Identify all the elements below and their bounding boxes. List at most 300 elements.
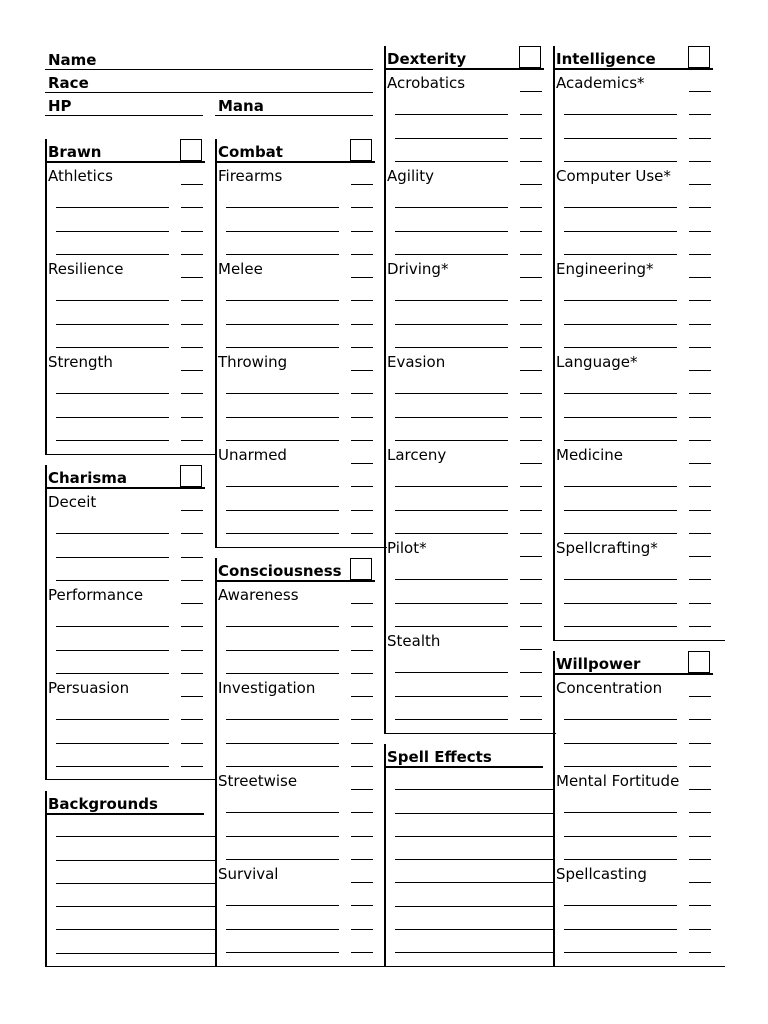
intelligence-border [553, 46, 555, 640]
specialty-rank-blank[interactable] [520, 114, 542, 115]
specialty-rank-blank[interactable] [520, 161, 542, 162]
skill-rank-blank[interactable] [689, 463, 711, 464]
backgrounds-title: Backgrounds [48, 795, 158, 813]
specialty-line[interactable] [56, 650, 169, 651]
skill-rank-blank[interactable] [689, 789, 711, 790]
brawn-bottom-line [45, 454, 217, 455]
skill-rank-blank[interactable] [520, 370, 542, 371]
specialty-line[interactable] [226, 836, 339, 837]
skill-label: Survival [218, 865, 279, 883]
specialty-rank-blank[interactable] [689, 161, 711, 162]
consciousness-border [215, 558, 217, 966]
specialty-line[interactable] [395, 626, 508, 627]
specialty-rank-blank[interactable] [351, 650, 373, 651]
specialty-line[interactable] [395, 138, 508, 139]
skill-label: Unarmed [218, 446, 287, 464]
skill-label: Throwing [218, 353, 288, 371]
write-in-line[interactable] [56, 906, 215, 907]
specialty-line[interactable] [564, 138, 677, 139]
race-label: Race [48, 74, 89, 92]
specialty-line[interactable] [564, 579, 677, 580]
specialty-line[interactable] [226, 719, 339, 720]
hp-field[interactable] [45, 115, 203, 116]
skill-rank-blank[interactable] [351, 463, 373, 464]
specialty-rank-blank[interactable] [181, 207, 203, 208]
specialty-rank-blank[interactable] [351, 836, 373, 837]
specialty-line[interactable] [56, 254, 169, 255]
specialty-rank-blank[interactable] [689, 300, 711, 301]
skill-rank-blank[interactable] [689, 91, 711, 92]
specialty-rank-blank[interactable] [351, 231, 373, 232]
specialty-line[interactable] [56, 440, 169, 441]
specialty-line[interactable] [564, 207, 677, 208]
specialty-rank-blank[interactable] [520, 347, 542, 348]
willpower-header-line [553, 673, 713, 675]
specialty-line[interactable] [56, 673, 169, 674]
skill-rank-blank[interactable] [181, 510, 203, 511]
combat-title: Combat [218, 143, 283, 161]
specialty-rank-blank[interactable] [351, 952, 373, 953]
intelligence-title: Intelligence [556, 50, 656, 68]
mana-field[interactable] [215, 115, 373, 116]
skill-label: Persuasion [48, 679, 130, 697]
specialty-rank-blank[interactable] [181, 254, 203, 255]
skill-rank-blank[interactable] [689, 277, 711, 278]
skill-rank-blank[interactable] [351, 603, 373, 604]
specialty-line[interactable] [56, 626, 169, 627]
skill-label: Larceny [387, 446, 447, 464]
specialty-line[interactable] [395, 672, 508, 673]
skill-label: Resilience [48, 260, 124, 278]
skill-label: Engineering* [556, 260, 654, 278]
specialty-rank-blank[interactable] [520, 696, 542, 697]
skill-label: Athletics [48, 167, 113, 185]
specialty-line[interactable] [226, 207, 339, 208]
brawn-score-box[interactable] [180, 139, 202, 161]
skill-label: Deceit [48, 493, 97, 511]
write-in-line[interactable] [395, 836, 554, 837]
specialty-rank-blank[interactable] [520, 603, 542, 604]
dexterity-bottom-line [384, 733, 556, 734]
specialty-rank-blank[interactable] [181, 417, 203, 418]
skill-rank-blank[interactable] [351, 696, 373, 697]
specialty-line[interactable] [226, 533, 339, 534]
skill-rank-blank[interactable] [520, 556, 542, 557]
specialty-line[interactable] [56, 324, 169, 325]
specialty-rank-blank[interactable] [351, 719, 373, 720]
specialty-line[interactable] [226, 440, 339, 441]
specialty-line[interactable] [226, 231, 339, 232]
specialty-rank-blank[interactable] [689, 138, 711, 139]
dexterity-header-line [384, 68, 544, 70]
specialty-line[interactable] [226, 254, 339, 255]
specialty-line[interactable] [226, 905, 339, 906]
spell-effects-header-line [384, 766, 543, 768]
specialty-rank-blank[interactable] [689, 347, 711, 348]
specialty-rank-blank[interactable] [689, 393, 711, 394]
specialty-line[interactable] [564, 533, 677, 534]
skill-label: Investigation [218, 679, 316, 697]
specialty-line[interactable] [395, 207, 508, 208]
skill-label: Agility [387, 167, 435, 185]
specialty-rank-blank[interactable] [520, 207, 542, 208]
hp-label: HP [48, 97, 72, 115]
write-in-line[interactable] [56, 953, 215, 954]
specialty-rank-blank[interactable] [689, 254, 711, 255]
specialty-rank-blank[interactable] [351, 393, 373, 394]
charisma-border [45, 465, 47, 779]
specialty-rank-blank[interactable] [689, 719, 711, 720]
specialty-line[interactable] [56, 207, 169, 208]
specialty-rank-blank[interactable] [181, 440, 203, 441]
charisma-score-box[interactable] [180, 465, 202, 487]
specialty-line[interactable] [395, 696, 508, 697]
consciousness-bottom-line [215, 966, 387, 967]
intelligence-score-box[interactable] [688, 46, 710, 68]
specialty-rank-blank[interactable] [689, 743, 711, 744]
mana-label: Mana [218, 97, 264, 115]
specialty-rank-blank[interactable] [351, 440, 373, 441]
skill-rank-blank[interactable] [181, 696, 203, 697]
specialty-line[interactable] [564, 603, 677, 604]
specialty-line[interactable] [564, 766, 677, 767]
willpower-border [553, 651, 555, 966]
specialty-line[interactable] [56, 719, 169, 720]
spell-effects-title: Spell Effects [387, 748, 492, 766]
specialty-rank-blank[interactable] [181, 650, 203, 651]
willpower-bottom-line [553, 966, 725, 967]
specialty-line[interactable] [56, 766, 169, 767]
specialty-rank-blank[interactable] [689, 905, 711, 906]
specialty-rank-blank[interactable] [181, 557, 203, 558]
specialty-rank-blank[interactable] [689, 812, 711, 813]
skill-label: Computer Use* [556, 167, 671, 185]
brawn-title: Brawn [48, 143, 102, 161]
specialty-line[interactable] [56, 557, 169, 558]
specialty-line[interactable] [564, 347, 677, 348]
skill-rank-blank[interactable] [351, 882, 373, 883]
skill-rank-blank[interactable] [520, 463, 542, 464]
consciousness-score-box[interactable] [350, 558, 372, 580]
specialty-line[interactable] [564, 743, 677, 744]
specialty-rank-blank[interactable] [351, 929, 373, 930]
specialty-line[interactable] [395, 347, 508, 348]
skill-label: Melee [218, 260, 263, 278]
specialty-line[interactable] [56, 533, 169, 534]
specialty-line[interactable] [226, 650, 339, 651]
specialty-line[interactable] [226, 324, 339, 325]
specialty-rank-blank[interactable] [351, 859, 373, 860]
write-in-line[interactable] [395, 906, 554, 907]
skill-label: Medicine [556, 446, 624, 464]
specialty-rank-blank[interactable] [689, 324, 711, 325]
specialty-rank-blank[interactable] [351, 347, 373, 348]
backgrounds-border [45, 791, 47, 966]
specialty-rank-blank[interactable] [689, 603, 711, 604]
specialty-line[interactable] [226, 673, 339, 674]
brawn-header-line [45, 161, 205, 163]
specialty-line[interactable] [564, 719, 677, 720]
write-in-line[interactable] [395, 929, 554, 930]
specialty-rank-blank[interactable] [351, 766, 373, 767]
skill-rank-blank[interactable] [351, 789, 373, 790]
specialty-rank-blank[interactable] [520, 138, 542, 139]
specialty-rank-blank[interactable] [351, 673, 373, 674]
intelligence-header-line [553, 68, 713, 70]
specialty-rank-blank[interactable] [351, 300, 373, 301]
specialty-rank-blank[interactable] [181, 393, 203, 394]
specialty-line[interactable] [226, 510, 339, 511]
specialty-line[interactable] [564, 300, 677, 301]
combat-border [215, 139, 217, 547]
specialty-line[interactable] [395, 231, 508, 232]
specialty-line[interactable] [226, 952, 339, 953]
specialty-line[interactable] [564, 254, 677, 255]
skill-label: Language* [556, 353, 638, 371]
specialty-line[interactable] [395, 254, 508, 255]
specialty-line[interactable] [56, 231, 169, 232]
write-in-line[interactable] [56, 860, 215, 861]
specialty-rank-blank[interactable] [351, 417, 373, 418]
specialty-rank-blank[interactable] [520, 254, 542, 255]
skill-rank-blank[interactable] [181, 603, 203, 604]
specialty-line[interactable] [395, 486, 508, 487]
specialty-rank-blank[interactable] [181, 300, 203, 301]
specialty-line[interactable] [226, 347, 339, 348]
specialty-rank-blank[interactable] [520, 486, 542, 487]
specialty-rank-blank[interactable] [689, 579, 711, 580]
specialty-rank-blank[interactable] [351, 626, 373, 627]
write-in-line[interactable] [395, 813, 554, 814]
specialty-line[interactable] [564, 812, 677, 813]
specialty-rank-blank[interactable] [351, 905, 373, 906]
race-field[interactable] [45, 92, 373, 93]
charisma-bottom-line [45, 779, 217, 780]
specialty-line[interactable] [395, 114, 508, 115]
specialty-line[interactable] [564, 929, 677, 930]
specialty-rank-blank[interactable] [520, 324, 542, 325]
specialty-line[interactable] [395, 393, 508, 394]
specialty-rank-blank[interactable] [181, 324, 203, 325]
name-label: Name [48, 51, 97, 69]
brawn-border [45, 139, 47, 454]
specialty-line[interactable] [56, 347, 169, 348]
skill-label: Mental Fortitude [556, 772, 680, 790]
skill-rank-blank[interactable] [520, 91, 542, 92]
specialty-rank-blank[interactable] [181, 673, 203, 674]
specialty-line[interactable] [56, 743, 169, 744]
specialty-line[interactable] [395, 510, 508, 511]
skill-rank-blank[interactable] [351, 277, 373, 278]
specialty-line[interactable] [395, 161, 508, 162]
specialty-line[interactable] [564, 417, 677, 418]
specialty-rank-blank[interactable] [520, 672, 542, 673]
specialty-rank-blank[interactable] [520, 510, 542, 511]
specialty-rank-blank[interactable] [520, 579, 542, 580]
specialty-rank-blank[interactable] [520, 533, 542, 534]
specialty-rank-blank[interactable] [520, 440, 542, 441]
specialty-line[interactable] [564, 114, 677, 115]
specialty-line[interactable] [564, 324, 677, 325]
skill-rank-blank[interactable] [689, 184, 711, 185]
specialty-rank-blank[interactable] [520, 417, 542, 418]
specialty-rank-blank[interactable] [689, 231, 711, 232]
specialty-line[interactable] [564, 952, 677, 953]
dexterity-border [384, 46, 386, 733]
specialty-line[interactable] [226, 486, 339, 487]
specialty-rank-blank[interactable] [351, 743, 373, 744]
specialty-line[interactable] [395, 417, 508, 418]
specialty-rank-blank[interactable] [689, 114, 711, 115]
specialty-line[interactable] [226, 929, 339, 930]
specialty-line[interactable] [226, 859, 339, 860]
skill-label: Concentration [556, 679, 663, 697]
specialty-line[interactable] [395, 603, 508, 604]
willpower-score-box[interactable] [688, 651, 710, 673]
skill-rank-blank[interactable] [689, 370, 711, 371]
write-in-line[interactable] [56, 883, 215, 884]
specialty-rank-blank[interactable] [689, 766, 711, 767]
specialty-line[interactable] [564, 393, 677, 394]
specialty-line[interactable] [564, 859, 677, 860]
specialty-rank-blank[interactable] [181, 347, 203, 348]
intelligence-bottom-line [553, 640, 725, 641]
combat-score-box[interactable] [350, 139, 372, 161]
skill-rank-blank[interactable] [351, 184, 373, 185]
specialty-rank-blank[interactable] [351, 533, 373, 534]
specialty-rank-blank[interactable] [689, 836, 711, 837]
specialty-rank-blank[interactable] [181, 743, 203, 744]
skill-rank-blank[interactable] [520, 184, 542, 185]
specialty-line[interactable] [226, 812, 339, 813]
specialty-line[interactable] [564, 231, 677, 232]
specialty-rank-blank[interactable] [351, 207, 373, 208]
skill-label: Spellcrafting* [556, 539, 658, 557]
combat-bottom-line [215, 547, 387, 548]
write-in-line[interactable] [395, 952, 554, 953]
specialty-line[interactable] [226, 300, 339, 301]
skill-rank-blank[interactable] [520, 277, 542, 278]
charisma-header-line [45, 487, 205, 489]
specialty-line[interactable] [226, 626, 339, 627]
specialty-line[interactable] [564, 161, 677, 162]
charisma-title: Charisma [48, 469, 128, 487]
skill-rank-blank[interactable] [351, 370, 373, 371]
specialty-rank-blank[interactable] [351, 812, 373, 813]
specialty-rank-blank[interactable] [689, 417, 711, 418]
specialty-rank-blank[interactable] [181, 533, 203, 534]
backgrounds-header-line [45, 813, 204, 815]
skill-rank-blank[interactable] [181, 370, 203, 371]
specialty-line[interactable] [395, 579, 508, 580]
skill-rank-blank[interactable] [520, 649, 542, 650]
specialty-rank-blank[interactable] [520, 626, 542, 627]
skill-label: Evasion [387, 353, 446, 371]
specialty-rank-blank[interactable] [520, 231, 542, 232]
specialty-rank-blank[interactable] [351, 510, 373, 511]
specialty-line[interactable] [226, 766, 339, 767]
specialty-rank-blank[interactable] [689, 510, 711, 511]
skill-label: Driving* [387, 260, 449, 278]
specialty-line[interactable] [564, 836, 677, 837]
specialty-rank-blank[interactable] [520, 300, 542, 301]
specialty-line[interactable] [56, 300, 169, 301]
skill-label: Streetwise [218, 772, 298, 790]
specialty-rank-blank[interactable] [181, 231, 203, 232]
dexterity-score-box[interactable] [519, 46, 541, 68]
skill-rank-blank[interactable] [181, 184, 203, 185]
specialty-line[interactable] [56, 393, 169, 394]
write-in-line[interactable] [56, 929, 215, 930]
skill-label: Academics* [556, 74, 645, 92]
willpower-title: Willpower [556, 655, 641, 673]
specialty-rank-blank[interactable] [181, 626, 203, 627]
skill-rank-blank[interactable] [181, 277, 203, 278]
specialty-line[interactable] [395, 300, 508, 301]
specialty-rank-blank[interactable] [689, 486, 711, 487]
specialty-line[interactable] [226, 417, 339, 418]
specialty-line[interactable] [56, 417, 169, 418]
dexterity-title: Dexterity [387, 50, 467, 68]
skill-label: Awareness [218, 586, 299, 604]
specialty-rank-blank[interactable] [351, 324, 373, 325]
consciousness-header-line [215, 580, 375, 582]
specialty-rank-blank[interactable] [181, 766, 203, 767]
specialty-line[interactable] [564, 626, 677, 627]
spell-effects-bottom-line [384, 966, 556, 967]
specialty-rank-blank[interactable] [689, 859, 711, 860]
specialty-rank-blank[interactable] [689, 626, 711, 627]
specialty-line[interactable] [395, 324, 508, 325]
skill-rank-blank[interactable] [689, 696, 711, 697]
skill-label: Strength [48, 353, 113, 371]
specialty-rank-blank[interactable] [520, 719, 542, 720]
skill-label: Pilot* [387, 539, 427, 557]
write-in-line[interactable] [56, 836, 215, 837]
specialty-rank-blank[interactable] [181, 580, 203, 581]
specialty-rank-blank[interactable] [689, 440, 711, 441]
specialty-rank-blank[interactable] [181, 719, 203, 720]
specialty-line[interactable] [564, 486, 677, 487]
specialty-rank-blank[interactable] [689, 952, 711, 953]
specialty-line[interactable] [395, 440, 508, 441]
skill-label: Firearms [218, 167, 283, 185]
consciousness-title: Consciousness [218, 562, 342, 580]
name-field[interactable] [45, 69, 373, 70]
specialty-line[interactable] [56, 580, 169, 581]
write-in-line[interactable] [395, 859, 554, 860]
specialty-rank-blank[interactable] [351, 254, 373, 255]
specialty-line[interactable] [564, 510, 677, 511]
skill-rank-blank[interactable] [689, 556, 711, 557]
specialty-rank-blank[interactable] [689, 207, 711, 208]
write-in-line[interactable] [395, 882, 554, 883]
specialty-line[interactable] [395, 719, 508, 720]
skill-rank-blank[interactable] [689, 882, 711, 883]
skill-label: Stealth [387, 632, 441, 650]
specialty-line[interactable] [226, 743, 339, 744]
specialty-line[interactable] [395, 533, 508, 534]
specialty-rank-blank[interactable] [689, 533, 711, 534]
specialty-rank-blank[interactable] [520, 393, 542, 394]
specialty-line[interactable] [564, 440, 677, 441]
specialty-line[interactable] [564, 905, 677, 906]
write-in-line[interactable] [395, 789, 554, 790]
specialty-rank-blank[interactable] [351, 486, 373, 487]
combat-header-line [215, 161, 375, 163]
specialty-line[interactable] [226, 393, 339, 394]
specialty-rank-blank[interactable] [689, 929, 711, 930]
